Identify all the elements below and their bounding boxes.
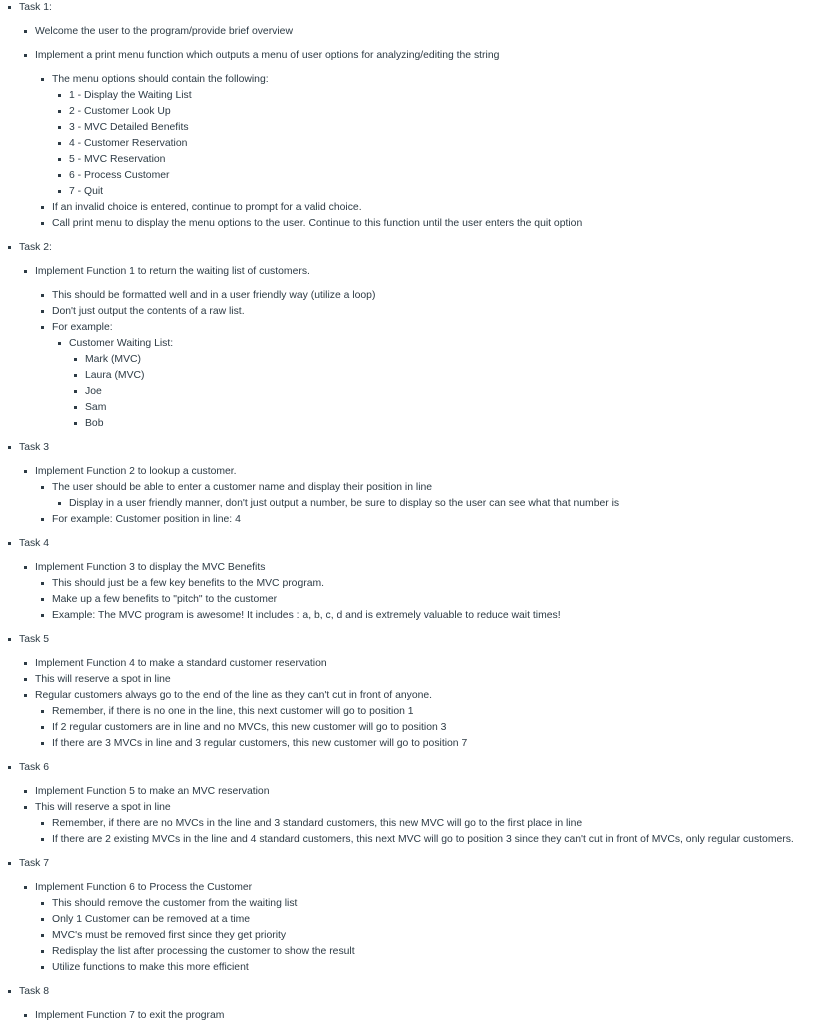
bullet-icon bbox=[41, 966, 44, 969]
bullet-icon bbox=[24, 566, 27, 569]
list-item-text: Implement Function 1 to return the waiting list of customers. bbox=[35, 266, 310, 277]
list-item-text: Example: The MVC program is awesome! It includes : a, b, c, d and is extremely valuable to reduce wait times! bbox=[52, 610, 561, 621]
bullet-icon bbox=[8, 6, 11, 9]
list-item-text: The user should be able to enter a customer name and display their position in line bbox=[52, 482, 433, 493]
list-item-text: Task 7 bbox=[19, 858, 50, 869]
bullet-icon bbox=[24, 678, 27, 681]
bullet-icon bbox=[8, 542, 11, 545]
bullet-icon bbox=[24, 1014, 27, 1017]
bullet-icon bbox=[41, 582, 44, 585]
bullet-icon bbox=[58, 174, 61, 177]
bullet-icon bbox=[24, 54, 27, 57]
list-item-text: Laura (MVC) bbox=[85, 370, 145, 381]
bullet-icon bbox=[58, 142, 61, 145]
bullet-icon bbox=[41, 950, 44, 953]
bullet-icon bbox=[58, 110, 61, 113]
bullet-icon bbox=[58, 158, 61, 161]
list-item-text: 1 - Display the Waiting List bbox=[69, 90, 192, 101]
bullet-icon bbox=[41, 934, 44, 937]
bullet-icon bbox=[24, 270, 27, 273]
list-item-text: Bob bbox=[85, 418, 104, 429]
list-item-text: Remember, if there is no one in the line, this next customer will go to position 1 bbox=[52, 706, 414, 717]
list-item-text: This will reserve a spot in line bbox=[35, 674, 171, 685]
list-item-text: Task 8 bbox=[19, 986, 50, 997]
bullet-icon bbox=[41, 918, 44, 921]
list-item-text: Task 6 bbox=[19, 762, 50, 773]
list-item-text: Task 4 bbox=[19, 538, 50, 549]
bullet-icon bbox=[24, 694, 27, 697]
list-item-text: Sam bbox=[85, 402, 107, 413]
list-item-text: Implement Function 2 to lookup a customer. bbox=[35, 466, 237, 477]
bullet-icon bbox=[41, 294, 44, 297]
bullet-icon bbox=[41, 326, 44, 329]
bullet-icon bbox=[74, 422, 77, 425]
bullet-icon bbox=[24, 662, 27, 665]
bullet-icon bbox=[58, 502, 61, 505]
bullet-icon bbox=[8, 446, 11, 449]
bullet-icon bbox=[8, 766, 11, 769]
bullet-icon bbox=[41, 206, 44, 209]
list-item-text: If 2 regular customers are in line and no MVCs, this new customer will go to position 3 bbox=[52, 722, 447, 733]
list-item-text: Joe bbox=[85, 386, 102, 397]
list-item-text: Welcome the user to the program/provide brief overview bbox=[35, 26, 293, 37]
bullet-icon bbox=[41, 310, 44, 313]
bullet-icon bbox=[8, 862, 11, 865]
list-item-text: If there are 2 existing MVCs in the line and 4 standard customers, this next MVC will go to position 3 since they can't cut in front of MVCs, only regular customers. bbox=[52, 834, 794, 845]
bullet-icon bbox=[24, 886, 27, 889]
bullet-icon bbox=[41, 598, 44, 601]
list-item-text: The menu options should contain the following: bbox=[52, 74, 269, 85]
bullet-icon bbox=[41, 78, 44, 81]
list-item-text: If there are 3 MVCs in line and 3 regular customers, this new customer will go to position 7 bbox=[52, 738, 468, 749]
list-item-text: Only 1 Customer can be removed at a time bbox=[52, 914, 251, 925]
bullet-icon bbox=[74, 406, 77, 409]
list-item-text: Don't just output the contents of a raw list. bbox=[52, 306, 245, 317]
list-item-text: Make up a few benefits to "pitch" to the customer bbox=[52, 594, 278, 605]
list-item-text: This should be formatted well and in a user friendly way (utilize a loop) bbox=[52, 290, 376, 301]
list-item-text: 7 - Quit bbox=[69, 186, 104, 197]
bullet-icon bbox=[8, 990, 11, 993]
list-item-text: Implement Function 4 to make a standard customer reservation bbox=[35, 658, 327, 669]
bullet-icon bbox=[74, 374, 77, 377]
list-item-text: If an invalid choice is entered, continue to prompt for a valid choice. bbox=[52, 202, 362, 213]
bullet-icon bbox=[24, 790, 27, 793]
list-item-text: Utilize functions to make this more efficient bbox=[52, 962, 249, 973]
bullet-icon bbox=[41, 838, 44, 841]
bullet-icon bbox=[41, 726, 44, 729]
list-item-text: 6 - Process Customer bbox=[69, 170, 170, 181]
bullet-icon bbox=[58, 94, 61, 97]
list-item-text: 5 - MVC Reservation bbox=[69, 154, 166, 165]
bullet-icon bbox=[58, 342, 61, 345]
list-item-text: Implement a print menu function which outputs a menu of user options for analyzing/editing the string bbox=[35, 50, 500, 61]
list-item-text: Implement Function 6 to Process the Customer bbox=[35, 882, 253, 893]
bullet-icon bbox=[41, 710, 44, 713]
list-item-text: Implement Function 5 to make an MVC reservation bbox=[35, 786, 270, 797]
list-item-text: Task 5 bbox=[19, 634, 50, 645]
list-item-text: Implement Function 3 to display the MVC Benefits bbox=[35, 562, 266, 573]
bullet-icon bbox=[41, 518, 44, 521]
list-item-text: MVC's must be removed first since they get priority bbox=[52, 930, 287, 941]
bullet-icon bbox=[41, 614, 44, 617]
bullet-icon bbox=[41, 902, 44, 905]
list-item-text: Task 2: bbox=[19, 242, 52, 253]
list-item-text: Implement Function 7 to exit the program bbox=[35, 1010, 225, 1021]
bullet-icon bbox=[24, 806, 27, 809]
bullet-icon bbox=[24, 470, 27, 473]
list-item-text: 2 - Customer Look Up bbox=[69, 106, 171, 117]
bullet-icon bbox=[24, 30, 27, 33]
bullet-icon bbox=[41, 486, 44, 489]
list-item-text: Regular customers always go to the end of the line as they can't cut in front of anyone. bbox=[35, 690, 433, 701]
bullet-icon bbox=[8, 638, 11, 641]
bullet-icon bbox=[41, 822, 44, 825]
bullet-icon bbox=[58, 190, 61, 193]
bullet-icon bbox=[74, 390, 77, 393]
list-item-text: For example: Customer position in line: 4 bbox=[52, 514, 241, 525]
list-item-text: This should just be a few key benefits to the MVC program. bbox=[52, 578, 325, 589]
bullet-icon bbox=[41, 742, 44, 745]
bullet-icon bbox=[58, 126, 61, 129]
bullet-icon bbox=[41, 222, 44, 225]
list-item-text: 3 - MVC Detailed Benefits bbox=[69, 122, 189, 133]
list-item-text: This should remove the customer from the waiting list bbox=[52, 898, 298, 909]
list-item-text: Display in a user friendly manner, don't just output a number, be sure to display so the user can see what that number is bbox=[69, 498, 620, 509]
list-item-text: Task 3 bbox=[19, 442, 50, 453]
list-item-text: Customer Waiting List: bbox=[69, 338, 174, 349]
list-item-text: Call print menu to display the menu options to the user. Continue to this function until the user enters the quit option bbox=[52, 218, 583, 229]
list-item-text: Remember, if there are no MVCs in the line and 3 standard customers, this new MVC will go to the first place in line bbox=[52, 818, 583, 829]
list-item-text: Task 1: bbox=[19, 2, 52, 13]
list-item-text: Redisplay the list after processing the customer to show the result bbox=[52, 946, 355, 957]
list-item-text: This will reserve a spot in line bbox=[35, 802, 171, 813]
list-item-text: 4 - Customer Reservation bbox=[69, 138, 188, 149]
list-item-text: For example: bbox=[52, 322, 113, 333]
list-item-text: Mark (MVC) bbox=[85, 354, 141, 365]
bullet-icon bbox=[74, 358, 77, 361]
bullet-icon bbox=[8, 246, 11, 249]
